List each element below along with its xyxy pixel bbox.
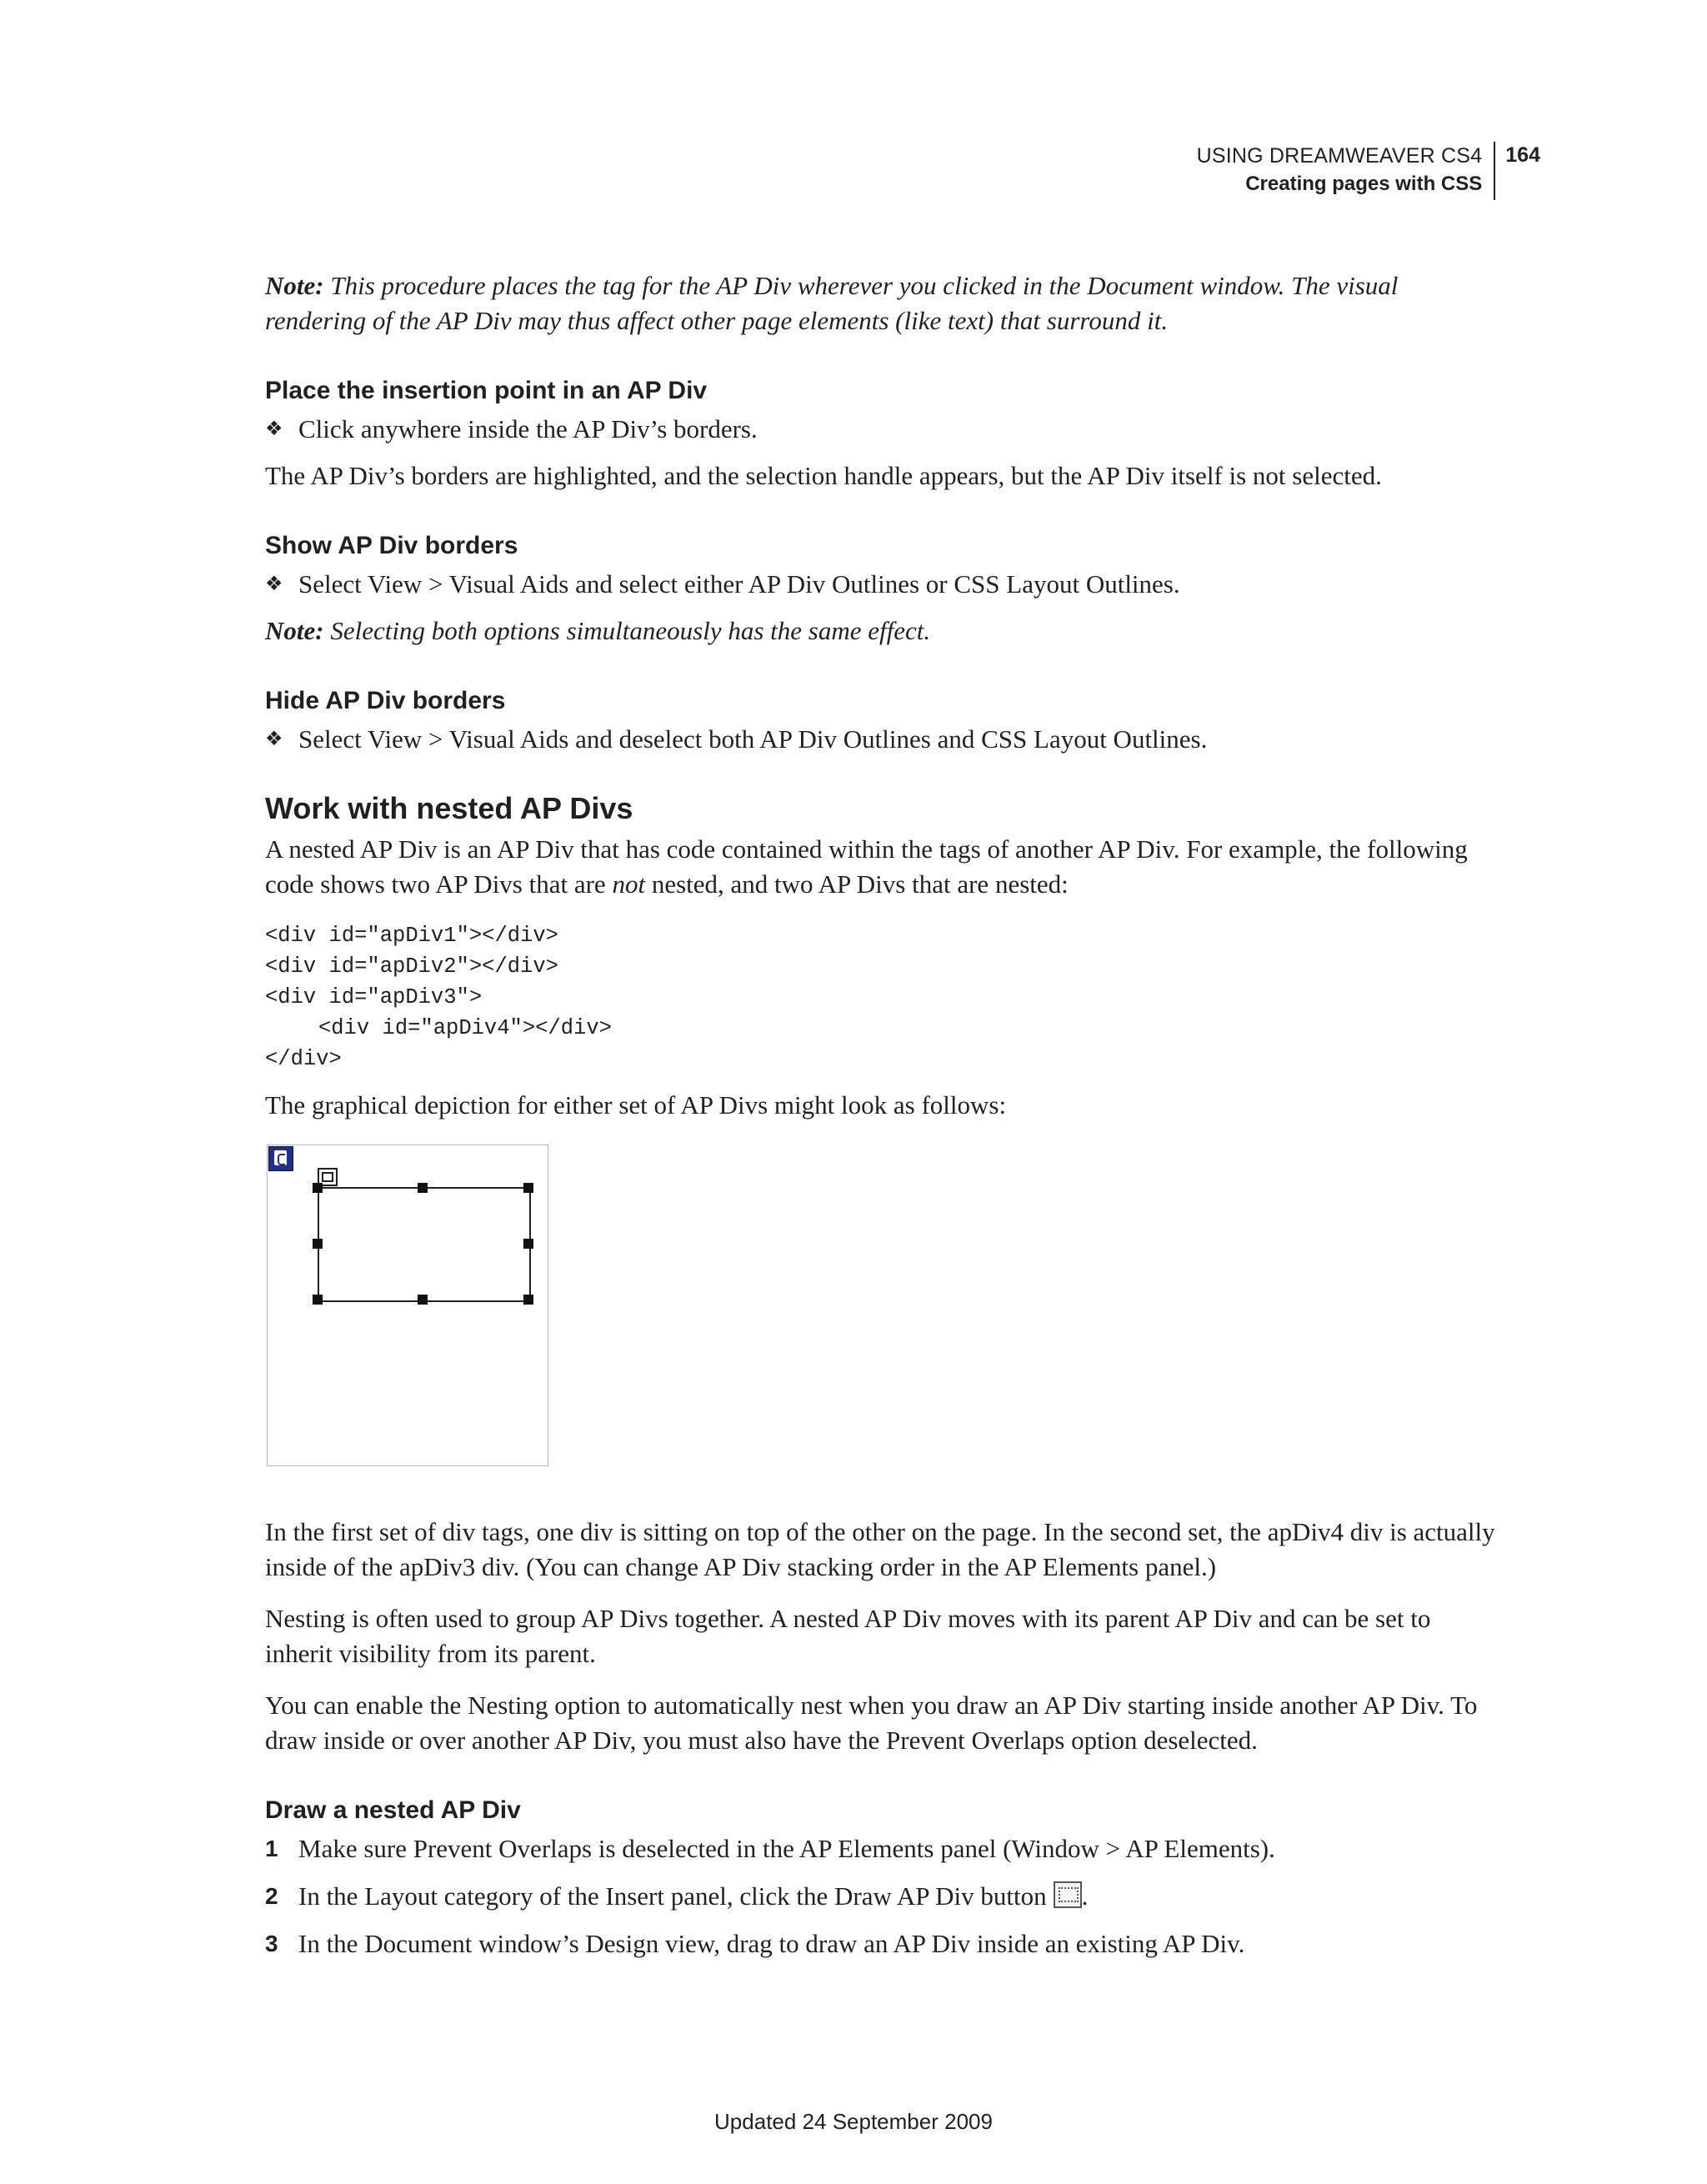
step-number: 1 (265, 1836, 278, 1861)
resize-handle (418, 1183, 428, 1193)
step-text-suffix: . (1081, 1881, 1089, 1911)
nested-intro-emphasis: not (612, 869, 646, 899)
resize-handle (418, 1295, 428, 1305)
resize-handle (523, 1239, 533, 1249)
nested-ap-div-box (318, 1187, 531, 1302)
draw-ap-div-icon (1054, 1881, 1082, 1908)
code-line: <div id="apDiv2"></div> (265, 954, 558, 979)
step-item (265, 1879, 1499, 1914)
nesting-group-paragraph: Nesting is often used to group AP Divs together. A nested AP Div moves with its parent AP Div and can be set to inherit visibility from its parent. (265, 1604, 1431, 1668)
nested-ap-div-figure (267, 1145, 548, 1466)
note-label: Note: (265, 271, 324, 300)
step-item (265, 1831, 1499, 1866)
bullet-text: Select View > Visual Aids and deselect both AP Div Outlines and CSS Layout Outlines. (298, 724, 1208, 754)
code-line: <div id="apDiv4"></div> (318, 1016, 612, 1040)
bullet-icon: ❖ (265, 418, 283, 440)
note-text: This procedure places the tag for the AP Div wherever you clicked in the Document window. The visual rendering of the AP Div may thus affect other page elements (like text) that surround it. (265, 271, 1399, 335)
page-number: 164 (1505, 143, 1540, 167)
nested-intro-text-end: nested, and two AP Divs that are nested: (645, 869, 1069, 899)
bullet-item (265, 567, 1499, 602)
book-title: USING DREAMWEAVER CS4 (1196, 144, 1483, 168)
resize-handle (523, 1295, 533, 1305)
step-text-wrap (298, 1879, 1088, 1914)
step-text: In the Layout category of the Insert panel, click the Draw AP Div button (298, 1881, 1047, 1911)
running-header-titles (1197, 142, 1496, 200)
bullet-icon: ❖ (265, 574, 283, 595)
bullet-icon: ❖ (265, 729, 283, 750)
ap-div-marker-icon (268, 1146, 293, 1171)
running-header (1197, 142, 1540, 200)
nested-intro-paragraph (265, 832, 1499, 902)
intro-note (265, 268, 1499, 338)
show-borders-note (265, 614, 1499, 649)
step-number: 2 (265, 1883, 278, 1909)
result-paragraph: The AP Div’s borders are highlighted, and the selection handle appears, but the AP Div itself is not selected. (265, 461, 1382, 490)
resize-handle (313, 1183, 323, 1193)
code-listing (265, 920, 1499, 1074)
heading-show-borders: Show AP Div borders (265, 532, 518, 559)
bullet-text: Select View > Visual Aids and select either AP Div Outlines or CSS Layout Outlines. (298, 569, 1180, 599)
nested-intro-text: A nested AP Div is an AP Div that has code contained within the tags of another AP Div. For example, the following code shows two AP Divs that are (265, 834, 1468, 899)
heading-place-insertion-point: Place the insertion point in an AP Div (265, 377, 708, 404)
code-line: </div> (265, 1047, 342, 1071)
nesting-option-paragraph: You can enable the Nesting option to automatically nest when you draw an AP Div starting inside another AP Div. To draw inside or over another AP Div, you must also have the Prevent Overlaps option deselected. (265, 1691, 1478, 1755)
heading-hide-borders: Hide AP Div borders (265, 687, 506, 714)
code-line: <div id="apDiv3"> (265, 985, 483, 1009)
page-footer: Updated 24 September 2009 (714, 2109, 993, 2134)
resize-handle (313, 1239, 323, 1249)
figure-intro: The graphical depiction for either set of AP Divs might look as follows: (265, 1090, 1007, 1120)
step-text: Make sure Prevent Overlaps is deselected in the AP Elements panel (Window > AP Elements). (298, 1834, 1275, 1863)
step-text: In the Document window’s Design view, drag to draw an AP Div inside an existing AP Div. (298, 1929, 1245, 1958)
bullet-text: Click anywhere inside the AP Div’s borders. (298, 414, 758, 443)
code-line: <div id="apDiv1"></div> (265, 924, 558, 948)
chapter-title: Creating pages with CSS (1245, 173, 1483, 195)
note-label: Note: (265, 616, 324, 645)
note-text: Selecting both options simultaneously has the same effect. (330, 616, 931, 645)
nested-explanation-paragraph: In the first set of div tags, one div is sitting on top of the other on the page. In the second set, the apDiv4 div is actually inside of the apDiv3 div. (You can change AP Div stacking order in the AP Elements panel.) (265, 1517, 1495, 1581)
resize-handle (313, 1295, 323, 1305)
heading-draw-nested: Draw a nested AP Div (265, 1796, 521, 1824)
bullet-item (265, 722, 1499, 757)
step-number: 3 (265, 1931, 278, 1956)
heading-nested-ap-divs: Work with nested AP Divs (265, 791, 633, 825)
bullet-item (265, 412, 1499, 447)
resize-handle (523, 1183, 533, 1193)
step-item (265, 1926, 1499, 1961)
page-content (265, 268, 1499, 1974)
